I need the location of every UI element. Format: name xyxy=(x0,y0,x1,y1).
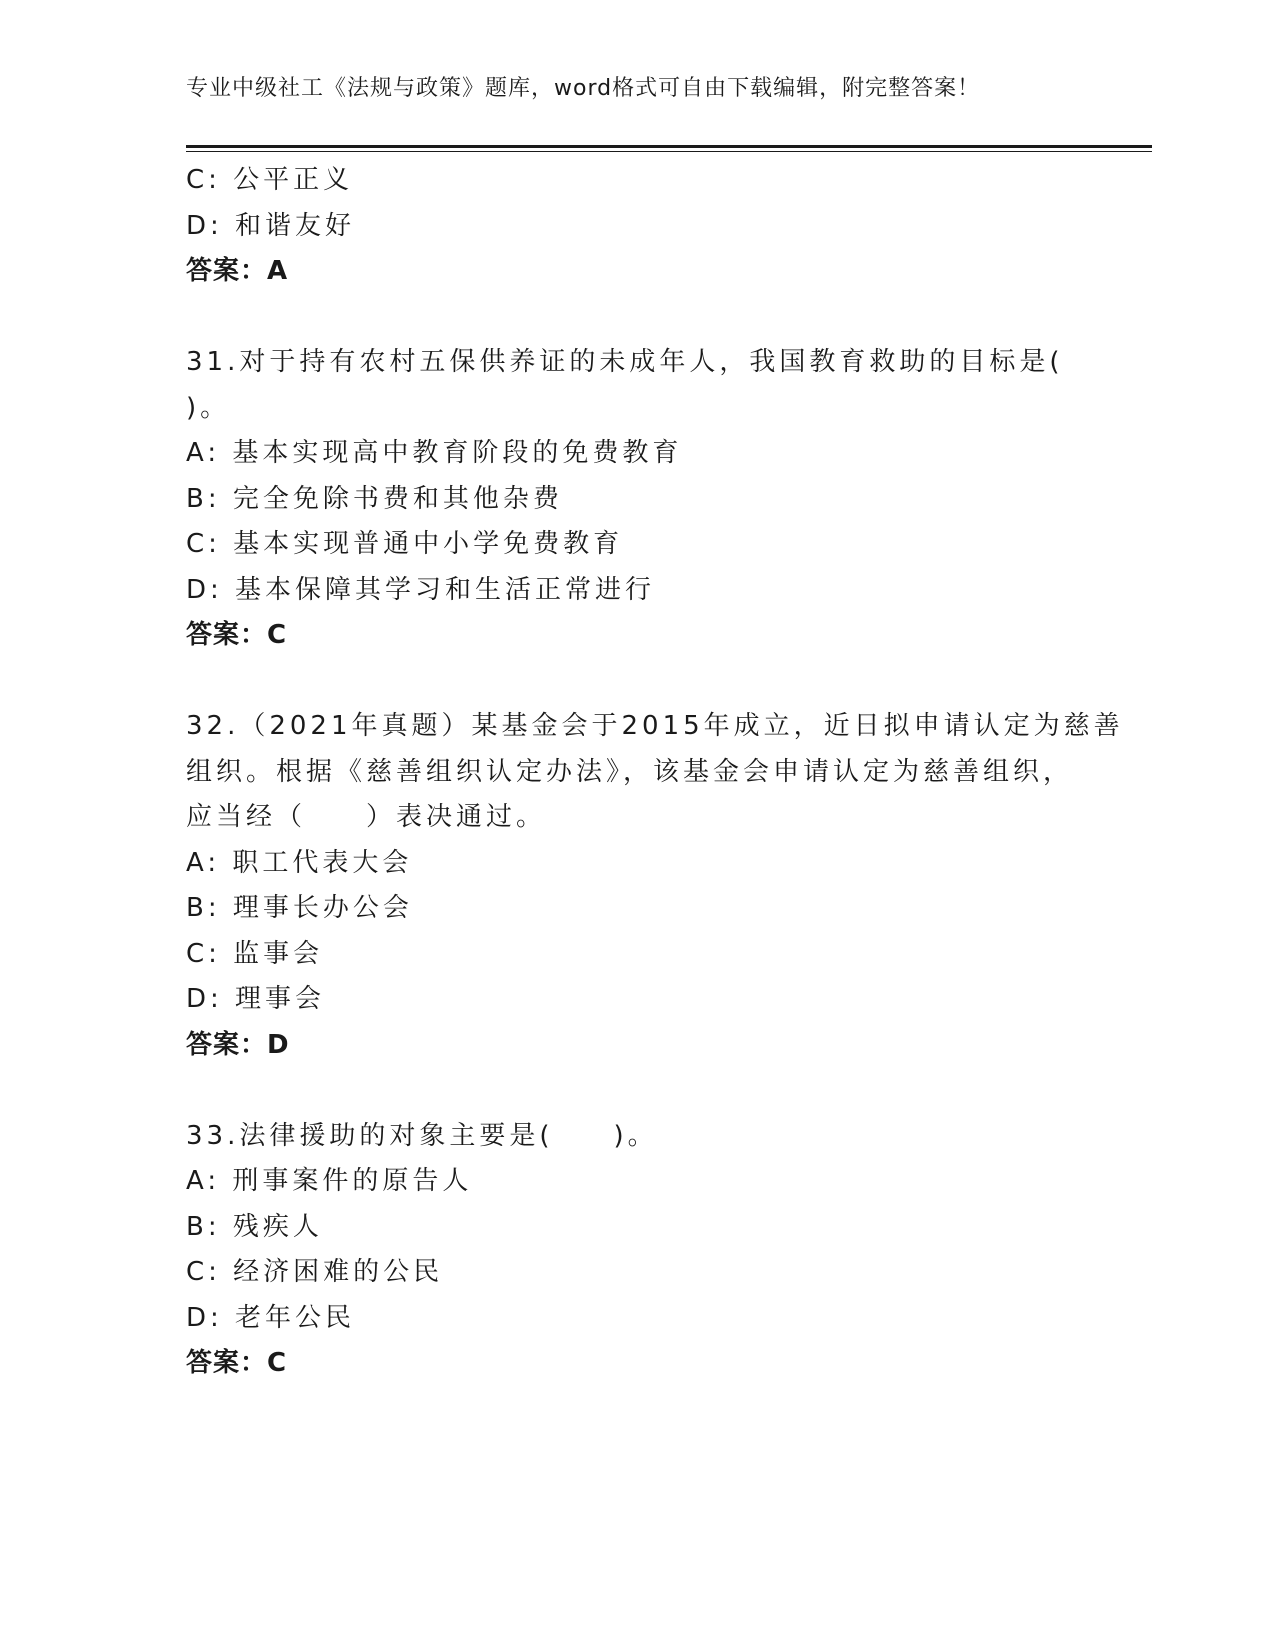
option-d: D: 基本保障其学习和生活正常进行 xyxy=(186,574,656,605)
answer-line: 答案：C xyxy=(186,1348,288,1378)
question-31-line-2: )。 xyxy=(186,392,231,423)
option-c: C: 监事会 xyxy=(186,938,324,969)
question-content xyxy=(186,158,1124,1387)
answer-line: 答案：D xyxy=(186,1029,290,1060)
question-32-line-2: 组织。根据《慈善组织认定办法》，该基金会申请认定为慈善组织， xyxy=(186,756,1074,787)
option-b: B: 理事长办公会 xyxy=(186,893,413,923)
option-b: B: 残疾人 xyxy=(186,1211,323,1242)
option-d: D: 老年公民 xyxy=(186,1302,356,1333)
option-b: B: 完全免除书费和其他杂费 xyxy=(186,483,563,514)
spacer xyxy=(186,1068,1086,1114)
option-d: D: 理事会 xyxy=(186,984,326,1014)
question-32-line-3: 应当经（ ）表决通过。 xyxy=(186,802,547,832)
question-32-line-1: 32.（2021年真题）某基金会于2015年成立，近日拟申请认定为慈善 xyxy=(186,711,1124,741)
option-c: C: 基本实现普通中小学免费教育 xyxy=(186,529,624,559)
option-c: C: 经济困难的公民 xyxy=(186,1257,444,1287)
option-c: C: 公平正义 xyxy=(186,165,354,195)
option-a: A: 职工代表大会 xyxy=(186,847,413,878)
spacer xyxy=(186,295,1086,341)
header-rule-thick xyxy=(186,145,1152,148)
header-rule-thin xyxy=(186,151,1152,152)
page-header: 专业中级社工《法规与政策》题库，word格式可自由下载编辑，附完整答案！ xyxy=(186,76,981,101)
question-31-line-1: 31.对于持有农村五保供养证的未成年人，我国教育救助的目标是( xyxy=(186,347,1064,377)
option-d: D: 和谐友好 xyxy=(186,210,356,241)
spacer xyxy=(186,659,1086,705)
answer-line: 答案：C xyxy=(186,620,288,650)
answer-line: 答案：A xyxy=(186,256,289,286)
option-a: A: 基本实现高中教育阶段的免费教育 xyxy=(186,438,683,468)
question-33-line-1: 33.法律援助的对象主要是( )。 xyxy=(186,1120,658,1151)
option-a: A: 刑事案件的原告人 xyxy=(186,1166,473,1196)
